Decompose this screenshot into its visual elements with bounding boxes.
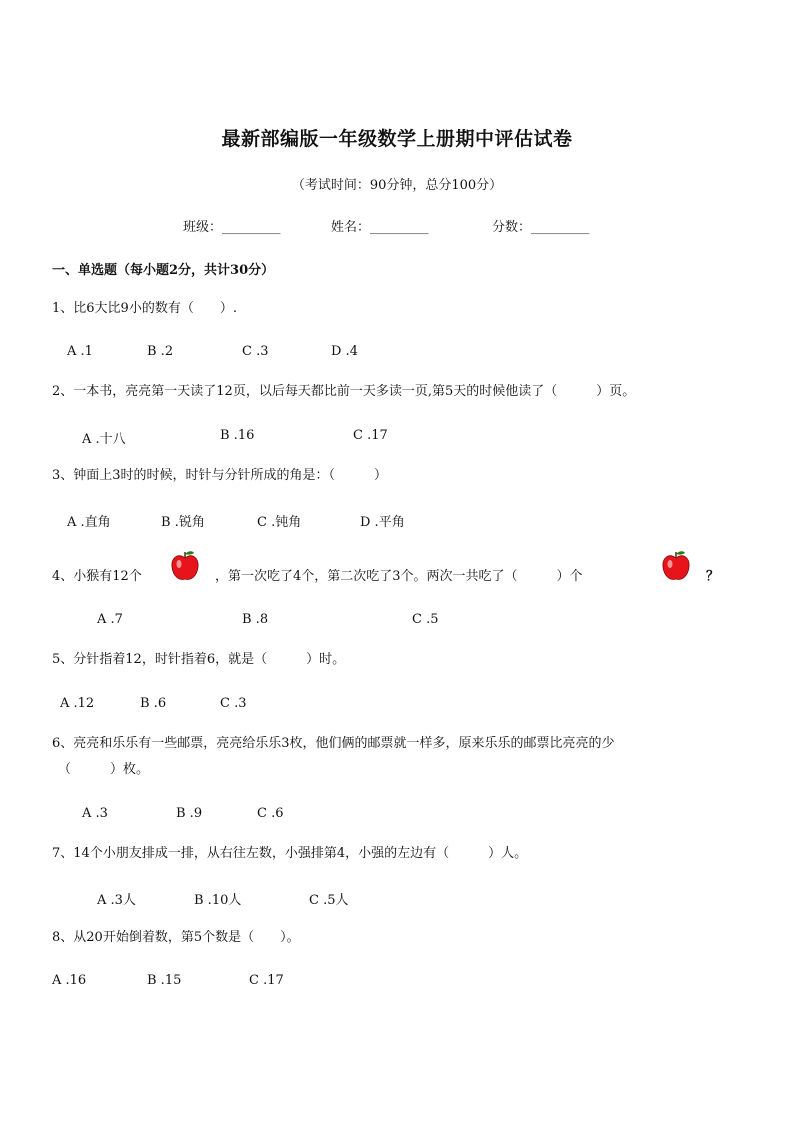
q1-option-a[interactable]: A .1 — [67, 344, 93, 359]
question-6-line-1: 6、亮亮和乐乐有一些邮票，亮亮给乐乐3枚，他们俩的邮票就一样多，原来乐乐的邮票比亮亮的少 — [52, 736, 615, 751]
q8-option-c[interactable]: C .17 — [249, 973, 284, 988]
question-1: 1、比6大比9小的数有（ ）. — [52, 301, 237, 316]
question-4-part-3: ？ — [706, 569, 720, 584]
question-4-part-2: ，第一次吃了4个，第二次吃了3个。两次一共吃了（ ）个 — [215, 569, 583, 584]
score-field: 分数：_________ — [492, 220, 590, 235]
question-2: 2、一本书，亮亮第一天读了12页，以后每天都比前一天多读一页,第5天的时候他读了（ ）页。 — [52, 384, 636, 399]
q2-option-a[interactable]: A .十八 — [82, 432, 126, 447]
q8-option-a[interactable]: A .16 — [52, 973, 87, 988]
q7-option-a[interactable]: A .3人 — [97, 893, 136, 908]
q6-option-a[interactable]: A .3 — [82, 806, 108, 821]
q5-option-b[interactable]: B .6 — [140, 696, 167, 711]
class-field: 班级：_________ — [183, 220, 281, 235]
section-title: 一、单选题（每小题2分，共计30分） — [52, 263, 275, 278]
apple-icon — [170, 550, 200, 582]
question-3: 3、钟面上3时的时候，时针与分针所成的角是：（ ） — [52, 468, 388, 483]
q3-option-d[interactable]: D .平角 — [360, 515, 405, 530]
question-4-part-1: 4、小猴有12个 — [52, 569, 142, 584]
q2-option-c[interactable]: C .17 — [353, 428, 388, 443]
question-7: 7、14个小朋友排成一排，从右往左数，小强排第4，小强的左边有（ ）人。 — [52, 846, 528, 861]
page-title: 最新部编版一年级数学上册期中评估试卷 — [221, 128, 573, 150]
q7-option-c[interactable]: C .5人 — [309, 893, 349, 908]
question-8: 8、从20开始倒着数，第5个数是（ ）。 — [52, 930, 300, 945]
q1-option-d[interactable]: D .4 — [331, 344, 358, 359]
q6-option-b[interactable]: B .9 — [176, 806, 203, 821]
q4-option-a[interactable]: A .7 — [97, 612, 123, 627]
q5-option-a[interactable]: A .12 — [60, 696, 95, 711]
q1-option-c[interactable]: C .3 — [242, 344, 269, 359]
q3-option-a[interactable]: A .直角 — [67, 515, 111, 530]
q7-option-b[interactable]: B .10人 — [194, 893, 242, 908]
question-5: 5、分针指着12，时针指着6，就是（ ）时。 — [52, 652, 346, 667]
q3-option-b[interactable]: B .锐角 — [161, 515, 205, 530]
q4-option-b[interactable]: B .8 — [242, 612, 269, 627]
q1-option-b[interactable]: B .2 — [147, 344, 174, 359]
question-6-line-2: （ ）枚。 — [58, 762, 150, 777]
apple-icon — [661, 550, 691, 582]
exam-subtitle: （考试时间：90分钟，总分100分） — [291, 178, 503, 193]
q6-option-c[interactable]: C .6 — [257, 806, 284, 821]
q3-option-c[interactable]: C .钝角 — [257, 515, 302, 530]
q2-option-b[interactable]: B .16 — [220, 428, 255, 443]
q8-option-b[interactable]: B .15 — [147, 973, 182, 988]
q5-option-c[interactable]: C .3 — [220, 696, 247, 711]
q4-option-c[interactable]: C .5 — [412, 612, 439, 627]
name-field: 姓名：_________ — [331, 220, 429, 235]
